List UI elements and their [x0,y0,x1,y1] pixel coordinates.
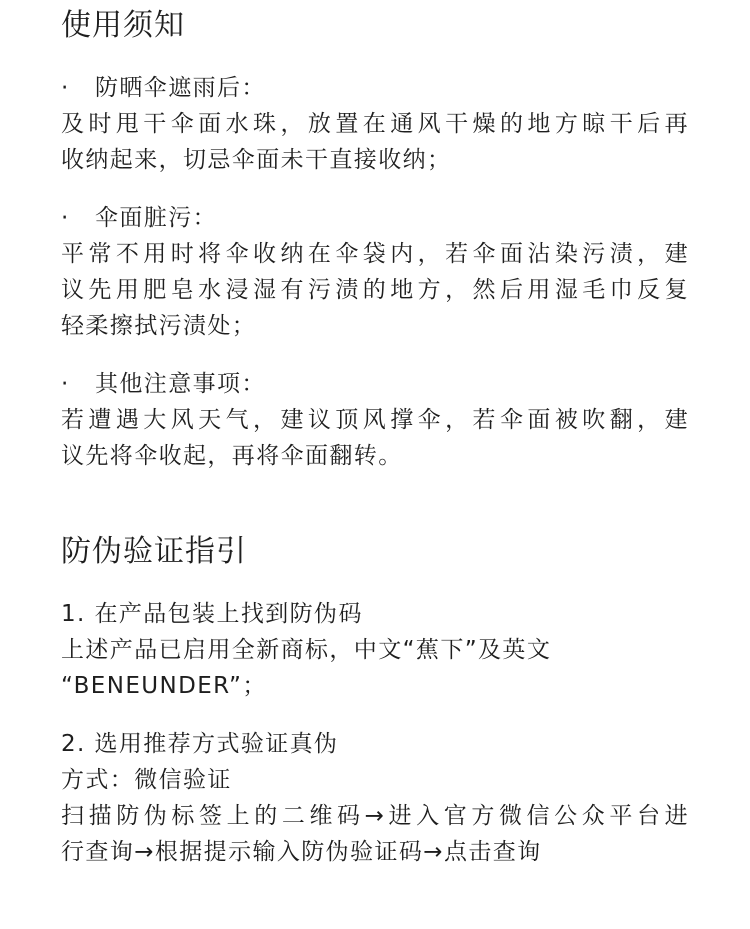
step-heading: 2. 选用推荐方式验证真伪 [61,731,339,757]
paragraph-line: 方式：微信验证 [61,767,232,793]
bullet-dot: · [61,205,69,231]
anti-counterfeit-title: 防伪验证指引 [61,534,247,569]
bullet-other-notes [61,366,266,402]
paragraph-line: “BENEUNDER”； [61,673,267,699]
bullet-dot: · [61,75,69,101]
paragraph-line: 收纳起来，切忌伞面未干直接收纳； [61,147,452,173]
paragraph-line: 平常不用时将伞收纳在伞袋内，若伞面沾染污渍，建 [61,241,689,267]
paragraph-line: 议先将伞收起，再将伞面翻转。 [61,443,403,469]
paragraph-line: 若遭遇大风天气，建议顶风撑伞，若伞面被吹翻，建 [61,407,689,433]
bullet-dirty-canopy [61,200,217,236]
paragraph-line: 轻柔擦拭污渍处； [61,313,257,339]
step-heading: 1. 在产品包装上找到防伪码 [61,601,363,627]
paragraph-line: 及时甩干伞面水珠，放置在通风干燥的地方晾干后再 [61,111,689,137]
bullet-dot: · [61,371,69,397]
bullet-heading: 伞面脏污： [95,205,217,231]
bullet-heading: 防晒伞遮雨后： [95,75,266,101]
bullet-heading: 其他注意事项： [95,371,266,397]
usage-notice-title: 使用须知 [61,8,185,43]
paragraph-line: 行查询→根据提示输入防伪验证码→点击查询 [61,839,542,865]
paragraph-line: 议先用肥皂水浸湿有污渍的地方，然后用湿毛巾反复 [61,277,689,303]
bullet-rain-care [61,70,266,106]
paragraph-line: 扫描防伪标签上的二维码→进入官方微信公众平台进 [61,803,689,829]
paragraph-line: 上述产品已启用全新商标，中文“蕉下”及英文 [61,637,552,663]
